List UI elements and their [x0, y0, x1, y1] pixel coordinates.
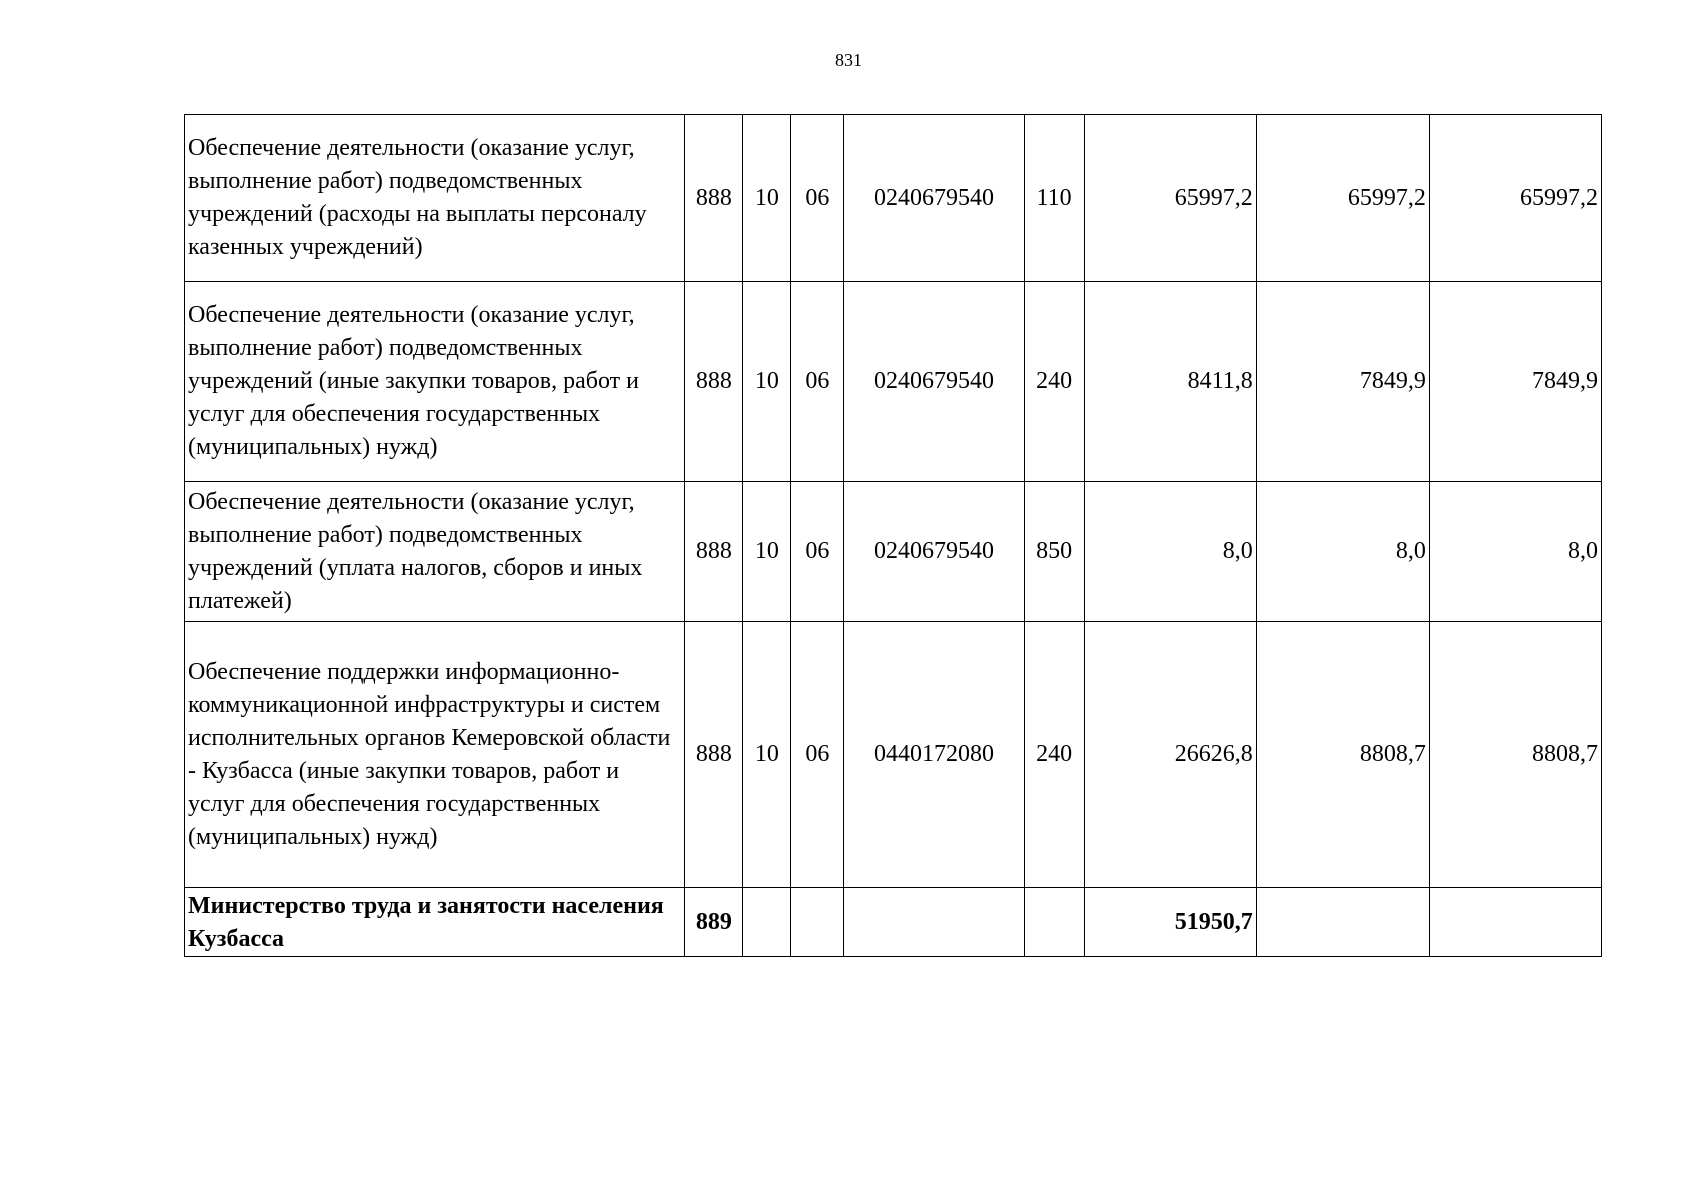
- subsection-code: 06: [791, 482, 844, 622]
- amount-year-1: 8,0: [1084, 482, 1256, 622]
- subsection-code: 06: [791, 115, 844, 282]
- target-article-code: 0240679540: [844, 482, 1024, 622]
- amount-year-1: 65997,2: [1084, 115, 1256, 282]
- subsection-code: [791, 888, 844, 957]
- expense-type-code: 240: [1024, 622, 1084, 888]
- ministry-code: 889: [685, 888, 743, 957]
- row-name: Министерство труда и занятости населения Кузбасса: [185, 888, 685, 957]
- ministry-code: 888: [685, 622, 743, 888]
- amount-year-1: 26626,8: [1084, 622, 1256, 888]
- budget-table: [184, 114, 1602, 957]
- table-row: [185, 482, 1602, 622]
- ministry-code: 888: [685, 482, 743, 622]
- amount-year-3: [1429, 888, 1601, 957]
- amount-year-2: [1256, 888, 1429, 957]
- section-code: 10: [743, 115, 791, 282]
- amount-year-1: 8411,8: [1084, 282, 1256, 482]
- expense-type-code: [1024, 888, 1084, 957]
- amount-year-3: 65997,2: [1429, 115, 1601, 282]
- section-code: [743, 888, 791, 957]
- section-code: 10: [743, 622, 791, 888]
- row-name: Обеспечение поддержки информационно-коммуникационной инфраструктуры и систем исполнительных органов Кемеровской области - Кузбасса (иные закупки товаров, работ и услуг для обеспечения государственных (муниципальных) нужд): [185, 622, 685, 888]
- amount-year-2: 8,0: [1256, 482, 1429, 622]
- amount-year-3: 8808,7: [1429, 622, 1601, 888]
- table-row: [185, 622, 1602, 888]
- target-article-code: 0440172080: [844, 622, 1024, 888]
- expense-type-code: 850: [1024, 482, 1084, 622]
- subsection-code: 06: [791, 622, 844, 888]
- ministry-code: 888: [685, 282, 743, 482]
- target-article-code: 0240679540: [844, 282, 1024, 482]
- subsection-code: 06: [791, 282, 844, 482]
- amount-year-3: 8,0: [1429, 482, 1601, 622]
- expense-type-code: 240: [1024, 282, 1084, 482]
- row-name: Обеспечение деятельности (оказание услуг, выполнение работ) подведомственных учреждений (уплата налогов, сборов и иных платежей): [185, 482, 685, 622]
- amount-year-2: 65997,2: [1256, 115, 1429, 282]
- section-code: 10: [743, 482, 791, 622]
- amount-year-2: 7849,9: [1256, 282, 1429, 482]
- ministry-total-row: [185, 888, 1602, 957]
- ministry-code: 888: [685, 115, 743, 282]
- target-article-code: 0240679540: [844, 115, 1024, 282]
- amount-year-3: 7849,9: [1429, 282, 1601, 482]
- table-row: [185, 115, 1602, 282]
- table-row: [185, 282, 1602, 482]
- row-name: Обеспечение деятельности (оказание услуг, выполнение работ) подведомственных учреждений (расходы на выплаты персоналу казенных учреждений): [185, 115, 685, 282]
- page-number: 831: [835, 50, 862, 70]
- amount-year-2: 8808,7: [1256, 622, 1429, 888]
- row-name: Обеспечение деятельности (оказание услуг, выполнение работ) подведомственных учреждений (иные закупки товаров, работ и услуг для обеспечения государственных (муниципальных) нужд): [185, 282, 685, 482]
- target-article-code: [844, 888, 1024, 957]
- section-code: 10: [743, 282, 791, 482]
- expense-type-code: 110: [1024, 115, 1084, 282]
- amount-year-1: 51950,7: [1084, 888, 1256, 957]
